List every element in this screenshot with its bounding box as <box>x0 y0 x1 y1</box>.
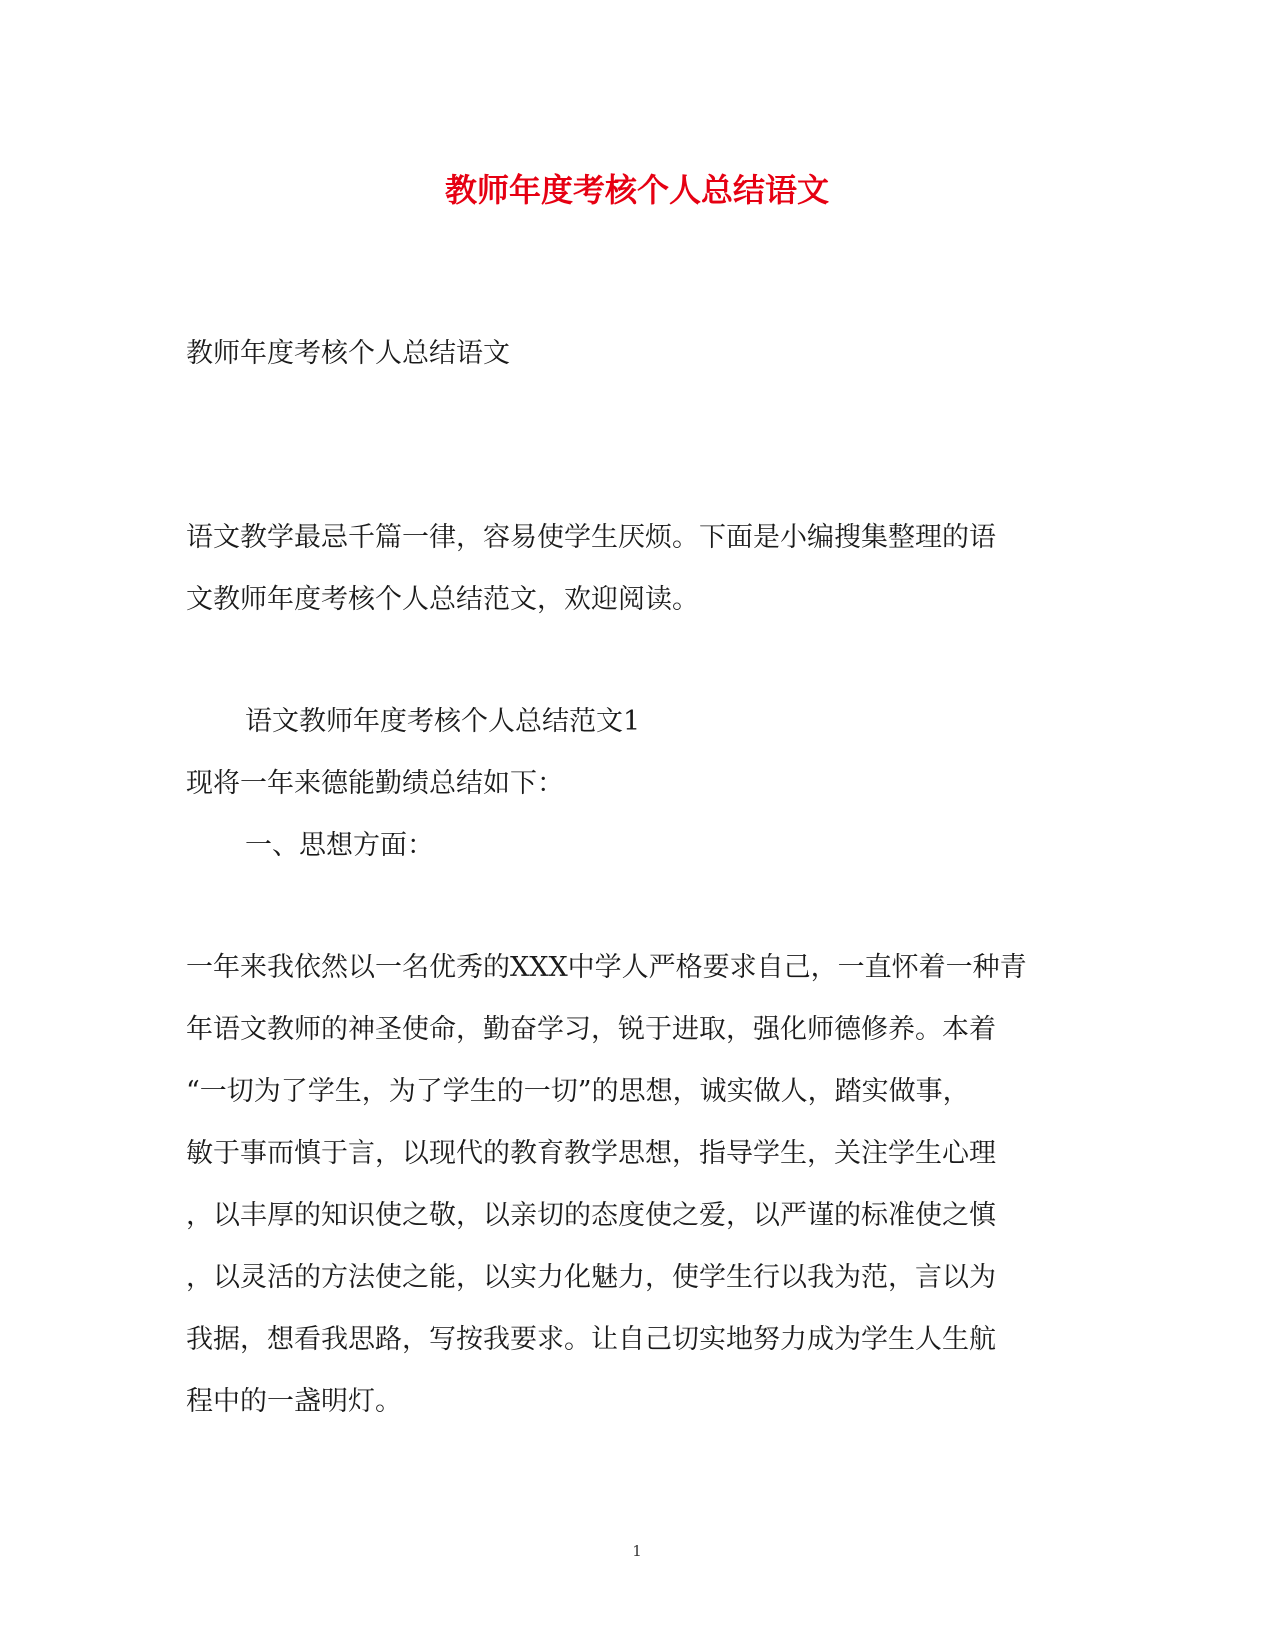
document-subtitle: 教师年度考核个人总结语文 <box>186 338 510 369</box>
document-title: 教师年度考核个人总结语文 <box>444 171 829 209</box>
lead-in: 现将一年来德能勤绩总结如下： <box>186 768 564 799</box>
body-line-8: 程中的一盏明灯。 <box>186 1386 402 1417</box>
body-line-4: 敏于事而慎于言，以现代的教育教学思想，指导学生，关注学生心理 <box>186 1138 996 1169</box>
page-number: 1 <box>632 1542 642 1560</box>
body-line-5: ，以丰厚的知识使之敬，以亲切的态度使之爱，以严谨的标准使之慎 <box>186 1200 996 1231</box>
intro-line-1: 语文教学最忌千篇一律，容易使学生厌烦。下面是小编搜集整理的语 <box>186 522 996 553</box>
body-line-2: 年语文教师的神圣使命，勤奋学习，锐于进取，强化师德修养。本着 <box>186 1014 996 1045</box>
section-heading: 语文教师年度考核个人总结范文1 <box>245 706 641 737</box>
subsection-heading: 一、思想方面： <box>245 830 434 861</box>
intro-line-2: 文教师年度考核个人总结范文，欢迎阅读。 <box>186 584 699 615</box>
body-line-7: 我据，想看我思路，写按我要求。让自己切实地努力成为学生人生航 <box>186 1324 996 1355</box>
body-line-3: “一切为了学生，为了学生的一切”的思想，诚实做人，踏实做事， <box>186 1076 970 1107</box>
body-line-1: 一年来我依然以一名优秀的XXX中学人严格要求自己，一直怀着一种青 <box>186 952 1027 983</box>
body-line-6: ，以灵活的方法使之能，以实力化魅力，使学生行以我为范，言以为 <box>186 1262 996 1293</box>
